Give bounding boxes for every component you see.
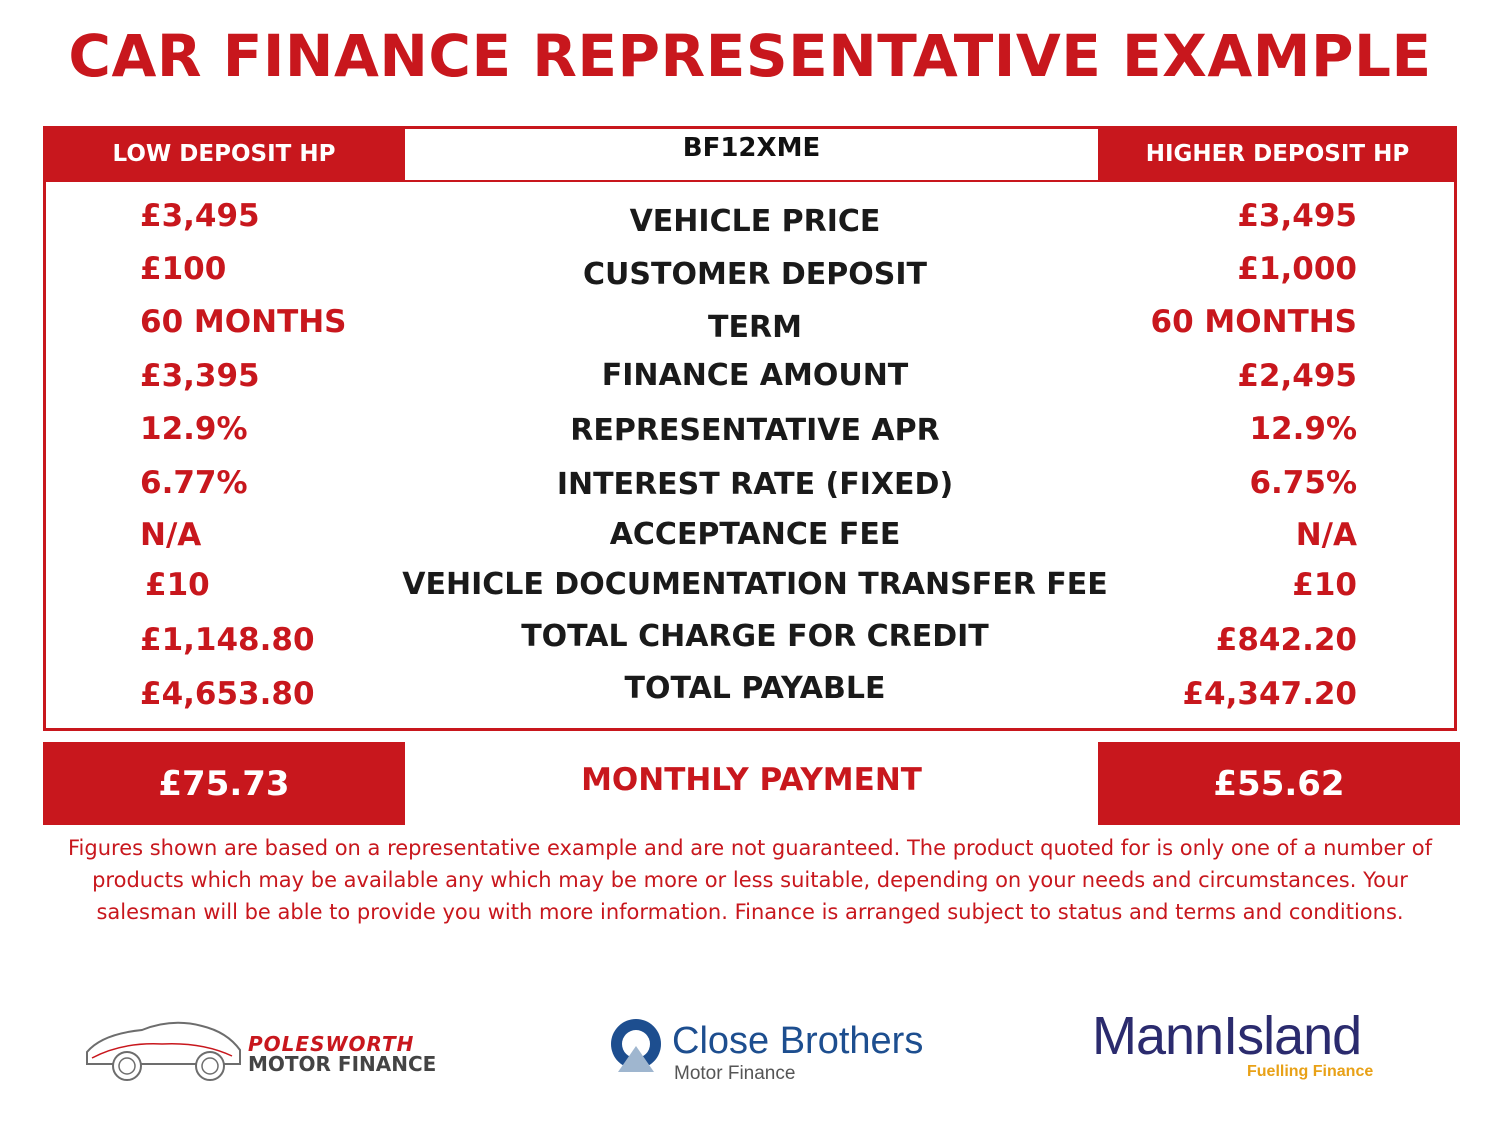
higher-deposit-value: £2,495 xyxy=(1237,358,1357,394)
higher-deposit-value: 6.75% xyxy=(1249,465,1357,501)
table-row xyxy=(0,411,1500,463)
monthly-payment-label: MONTHLY PAYMENT xyxy=(581,762,922,798)
close-brothers-wordmark: Close Brothers xyxy=(672,1020,924,1062)
low-deposit-value: £4,653.80 xyxy=(140,676,315,712)
close-brothers-logo xyxy=(608,1010,948,1090)
row-label: REPRESENTATIVE APR xyxy=(570,413,940,448)
table-row xyxy=(0,198,1500,250)
low-deposit-value: 12.9% xyxy=(140,411,248,447)
low-deposit-header: LOW DEPOSIT HP xyxy=(43,126,405,182)
row-label: CUSTOMER DEPOSIT xyxy=(583,257,927,292)
low-deposit-value: £1,148.80 xyxy=(140,622,315,658)
low-deposit-value: N/A xyxy=(140,517,202,553)
table-row xyxy=(0,465,1500,517)
row-label: TOTAL PAYABLE xyxy=(624,671,886,706)
low-deposit-value: £10 xyxy=(145,567,210,603)
higher-deposit-value: £10 xyxy=(1292,567,1357,603)
higher-deposit-value: £3,495 xyxy=(1237,198,1357,234)
row-label: TOTAL CHARGE FOR CREDIT xyxy=(521,619,989,654)
row-label: TERM xyxy=(708,310,802,345)
higher-deposit-monthly-payment: £55.62 xyxy=(1098,742,1460,825)
low-deposit-monthly-payment: £75.73 xyxy=(43,742,405,825)
table-row xyxy=(0,517,1500,569)
low-deposit-value: £100 xyxy=(140,251,227,287)
higher-deposit-value: £1,000 xyxy=(1237,251,1357,287)
mann-island-tagline: Fuelling Finance xyxy=(1247,1063,1374,1080)
row-label: FINANCE AMOUNT xyxy=(601,358,909,393)
low-deposit-value: 6.77% xyxy=(140,465,248,501)
close-brothers-emblem-icon xyxy=(608,1016,664,1076)
mann-island-wordmark: MannIsland xyxy=(1092,1006,1362,1066)
mann-island-logo xyxy=(1092,1005,1422,1090)
higher-deposit-value: N/A xyxy=(1295,517,1357,553)
polesworth-motor-finance-logo xyxy=(82,1012,442,1087)
low-deposit-value: 60 MONTHS xyxy=(140,304,347,340)
vehicle-registration: BF12XME xyxy=(682,133,821,163)
higher-deposit-value: £4,347.20 xyxy=(1182,676,1357,712)
disclaimer-text: Figures shown are based on a representative example and are not guaranteed. The product quoted for is only one of a number of products which may be available any which may be more or less suitable, depending on your needs and circumstances. Your salesman will be able to provide you with more information. Finance is arranged subject to status and terms and conditions. xyxy=(68,836,1432,924)
higher-deposit-value: 60 MONTHS xyxy=(1150,304,1357,340)
polesworth-subtitle: MOTOR FINANCE xyxy=(248,1052,437,1076)
car-outline-icon xyxy=(82,1012,247,1087)
table-row xyxy=(0,251,1500,303)
row-label: INTEREST RATE (FIXED) xyxy=(556,467,954,502)
table-row xyxy=(0,619,1500,674)
polesworth-wordmark: POLESWORTH xyxy=(248,1032,415,1056)
row-label: VEHICLE DOCUMENTATION TRANSFER FEE xyxy=(402,567,1108,602)
table-row xyxy=(0,358,1500,410)
higher-deposit-header: HIGHER DEPOSIT HP xyxy=(1098,126,1457,182)
row-label: ACCEPTANCE FEE xyxy=(609,517,901,552)
low-deposit-value: £3,495 xyxy=(140,198,260,234)
close-brothers-subtitle: Motor Finance xyxy=(674,1063,796,1084)
row-label: VEHICLE PRICE xyxy=(629,204,881,239)
low-deposit-value: £3,395 xyxy=(140,358,260,394)
header-divider xyxy=(405,180,1098,182)
higher-deposit-value: £842.20 xyxy=(1215,622,1357,658)
page-title: CAR FINANCE REPRESENTATIVE EXAMPLE xyxy=(68,22,1432,90)
table-row xyxy=(0,671,1500,728)
table-row xyxy=(0,567,1500,619)
higher-deposit-value: 12.9% xyxy=(1249,411,1357,447)
table-row xyxy=(0,304,1500,356)
